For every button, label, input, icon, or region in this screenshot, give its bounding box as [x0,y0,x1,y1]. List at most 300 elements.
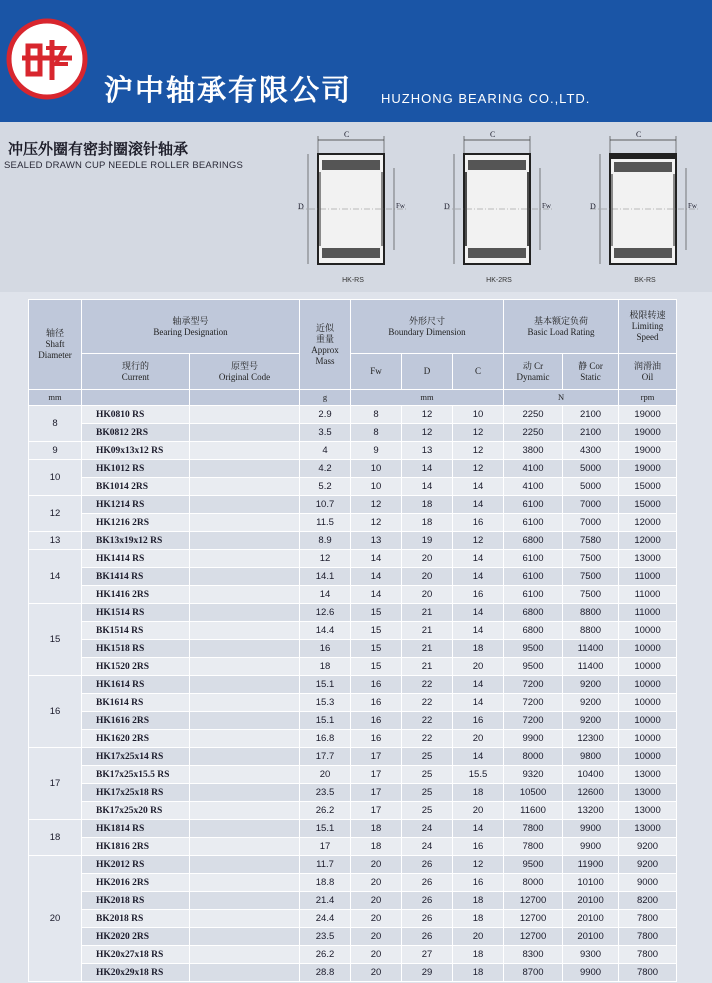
table-row [29,838,677,856]
mass-cell: 3.5 [300,424,351,442]
original-code-cell [190,946,300,964]
speed-cell: 10000 [619,694,677,712]
table-row [29,604,677,622]
d-cell: 12 [402,424,453,442]
c-cell: 15.5 [453,766,504,784]
fw-cell: 10 [351,478,402,496]
original-code-cell [190,442,300,460]
static-load-cell: 9900 [563,964,619,982]
d-cell: 21 [402,640,453,658]
dynamic-load-cell: 7800 [504,838,563,856]
original-code-cell [190,424,300,442]
original-code-cell [190,676,300,694]
diagram-bk-rs [590,132,700,284]
speed-cell: 13000 [619,550,677,568]
unit-dimension-mm: mm [351,390,504,406]
mass-cell: 28.8 [300,964,351,982]
static-load-cell: 10400 [563,766,619,784]
fw-cell: 15 [351,658,402,676]
table-row [29,406,677,424]
original-code-cell [190,568,300,586]
speed-cell: 9200 [619,856,677,874]
current-designation-cell: HK1814 RS [82,820,190,838]
dynamic-load-cell: 9320 [504,766,563,784]
mass-cell: 17 [300,838,351,856]
fw-cell: 15 [351,622,402,640]
dynamic-load-cell: 10500 [504,784,563,802]
fw-cell: 16 [351,730,402,748]
diagram-d-label: D [590,202,596,211]
table-row [29,730,677,748]
table-row [29,874,677,892]
fw-cell: 9 [351,442,402,460]
fw-cell: 15 [351,640,402,658]
c-cell: 18 [453,964,504,982]
speed-cell: 13000 [619,766,677,784]
fw-cell: 12 [351,514,402,532]
bearing-table [28,299,676,982]
dynamic-load-cell: 6100 [504,514,563,532]
current-designation-cell: HK17x25x14 RS [82,748,190,766]
speed-cell: 10000 [619,712,677,730]
diagram-hk-rs [298,132,408,284]
mass-cell: 2.9 [300,406,351,424]
speed-cell: 13000 [619,820,677,838]
mass-cell: 16.8 [300,730,351,748]
static-load-cell: 9300 [563,946,619,964]
shaft-diameter-cell: 12 [29,496,82,532]
mass-cell: 12 [300,550,351,568]
original-code-cell [190,820,300,838]
dynamic-load-cell: 8700 [504,964,563,982]
static-load-cell: 7000 [563,514,619,532]
header-boundary-dimension: 外形尺寸 Boundary Dimension [351,300,504,354]
fw-cell: 20 [351,928,402,946]
dynamic-load-cell: 12700 [504,910,563,928]
diagram-label: HK-2RS [486,277,512,284]
original-code-cell [190,658,300,676]
d-cell: 26 [402,856,453,874]
current-designation-cell: BK1414 RS [82,568,190,586]
table-row [29,568,677,586]
d-cell: 25 [402,766,453,784]
original-code-cell [190,766,300,784]
speed-cell: 7800 [619,946,677,964]
title-area [0,122,712,292]
table-body [29,406,677,982]
static-load-cell: 9800 [563,748,619,766]
original-code-cell [190,640,300,658]
current-designation-cell: HK2016 2RS [82,874,190,892]
table-row [29,946,677,964]
fw-cell: 20 [351,892,402,910]
original-code-cell [190,730,300,748]
static-load-cell: 13200 [563,802,619,820]
static-load-cell: 4300 [563,442,619,460]
dynamic-load-cell: 9500 [504,856,563,874]
dynamic-load-cell: 8000 [504,874,563,892]
static-load-cell: 7500 [563,550,619,568]
dynamic-load-cell: 6800 [504,622,563,640]
speed-cell: 12000 [619,532,677,550]
table-row [29,460,677,478]
diagram-d-label: D [444,202,450,211]
header-d: D [402,354,453,390]
mass-cell: 11.5 [300,514,351,532]
fw-cell: 20 [351,856,402,874]
table-row [29,856,677,874]
static-load-cell: 9200 [563,694,619,712]
mass-cell: 21.4 [300,892,351,910]
mass-cell: 10.7 [300,496,351,514]
current-designation-cell: HK1520 2RS [82,658,190,676]
d-cell: 26 [402,928,453,946]
unit-n: N [504,390,619,406]
dynamic-load-cell: 11600 [504,802,563,820]
mass-cell: 23.5 [300,784,351,802]
c-cell: 14 [453,622,504,640]
dynamic-load-cell: 8000 [504,748,563,766]
c-cell: 14 [453,550,504,568]
table-row [29,640,677,658]
c-cell: 20 [453,928,504,946]
c-cell: 14 [453,676,504,694]
table-row [29,514,677,532]
static-load-cell: 9200 [563,712,619,730]
speed-cell: 7800 [619,928,677,946]
fw-cell: 13 [351,532,402,550]
unit-mm: mm [29,390,82,406]
dynamic-load-cell: 6100 [504,568,563,586]
original-code-cell [190,712,300,730]
mass-cell: 4.2 [300,460,351,478]
current-designation-cell: BK1614 RS [82,694,190,712]
static-load-cell: 7500 [563,568,619,586]
d-cell: 14 [402,460,453,478]
fw-cell: 17 [351,766,402,784]
static-load-cell: 11400 [563,658,619,676]
original-code-cell [190,406,300,424]
header-limiting-speed: 极限转速 Limiting Speed [619,300,677,354]
current-designation-cell: HK1614 RS [82,676,190,694]
shaft-diameter-cell: 15 [29,604,82,676]
mass-cell: 12.6 [300,604,351,622]
table-row [29,658,677,676]
mass-cell: 15.1 [300,712,351,730]
table-row [29,496,677,514]
shaft-diameter-cell: 20 [29,856,82,982]
d-cell: 21 [402,622,453,640]
original-code-cell [190,748,300,766]
d-cell: 27 [402,946,453,964]
fw-cell: 14 [351,568,402,586]
mass-cell: 18.8 [300,874,351,892]
table-row [29,550,677,568]
static-load-cell: 8800 [563,622,619,640]
original-code-cell [190,514,300,532]
header-dynamic: 动 Cr Dynamic [504,354,563,390]
dynamic-load-cell: 7200 [504,694,563,712]
c-cell: 14 [453,496,504,514]
current-designation-cell: BK13x19x12 RS [82,532,190,550]
static-load-cell: 10100 [563,874,619,892]
d-cell: 12 [402,406,453,424]
current-designation-cell: BK17x25x20 RS [82,802,190,820]
original-code-cell [190,694,300,712]
c-cell: 12 [453,442,504,460]
shaft-diameter-cell: 8 [29,406,82,442]
mass-cell: 23.5 [300,928,351,946]
speed-cell: 11000 [619,568,677,586]
original-code-cell [190,892,300,910]
static-load-cell: 7500 [563,586,619,604]
current-designation-cell: HK1514 RS [82,604,190,622]
d-cell: 25 [402,802,453,820]
d-cell: 19 [402,532,453,550]
page-title-en: SEALED DRAWN CUP NEEDLE ROLLER BEARINGS [4,160,244,171]
shaft-diameter-cell: 16 [29,676,82,748]
speed-cell: 19000 [619,424,677,442]
fw-cell: 10 [351,460,402,478]
c-cell: 16 [453,874,504,892]
unit-g: g [300,390,351,406]
original-code-cell [190,964,300,982]
current-designation-cell: BK0812 2RS [82,424,190,442]
c-cell: 12 [453,424,504,442]
original-code-cell [190,838,300,856]
mass-cell: 18 [300,658,351,676]
c-cell: 14 [453,820,504,838]
c-cell: 16 [453,514,504,532]
original-code-cell [190,622,300,640]
speed-cell: 10000 [619,676,677,694]
dynamic-load-cell: 9900 [504,730,563,748]
dynamic-load-cell: 2250 [504,424,563,442]
diagram-hk-2rs [444,132,554,284]
fw-cell: 14 [351,586,402,604]
current-designation-cell: HK1012 RS [82,460,190,478]
speed-cell: 7800 [619,910,677,928]
table-row [29,586,677,604]
d-cell: 29 [402,964,453,982]
c-cell: 16 [453,586,504,604]
shaft-diameter-cell: 9 [29,442,82,460]
mass-cell: 24.4 [300,910,351,928]
dynamic-load-cell: 2250 [504,406,563,424]
c-cell: 18 [453,640,504,658]
header-basic-load-rating: 基本额定负荷 Basic Load Rating [504,300,619,354]
speed-cell: 15000 [619,496,677,514]
speed-cell: 10000 [619,622,677,640]
static-load-cell: 20100 [563,910,619,928]
d-cell: 21 [402,658,453,676]
table-row [29,802,677,820]
original-code-cell [190,928,300,946]
speed-cell: 10000 [619,748,677,766]
diagram-label: BK-RS [634,277,656,284]
fw-cell: 15 [351,604,402,622]
d-cell: 22 [402,730,453,748]
speed-cell: 13000 [619,802,677,820]
c-cell: 16 [453,712,504,730]
original-code-cell [190,550,300,568]
current-designation-cell: HK2018 RS [82,892,190,910]
table-row [29,532,677,550]
original-code-cell [190,460,300,478]
static-load-cell: 9900 [563,838,619,856]
table-row [29,928,677,946]
dynamic-load-cell: 9500 [504,658,563,676]
header-fw: Fw [351,354,402,390]
c-cell: 20 [453,802,504,820]
d-cell: 13 [402,442,453,460]
current-designation-cell: BK1014 2RS [82,478,190,496]
current-designation-cell: HK1414 RS [82,550,190,568]
fw-cell: 20 [351,910,402,928]
speed-cell: 10000 [619,658,677,676]
d-cell: 25 [402,784,453,802]
mass-cell: 14.4 [300,622,351,640]
table-row [29,964,677,982]
fw-cell: 20 [351,874,402,892]
dynamic-load-cell: 6100 [504,550,563,568]
fw-cell: 8 [351,406,402,424]
static-load-cell: 8800 [563,604,619,622]
table-row [29,676,677,694]
current-designation-cell: HK20x27x18 RS [82,946,190,964]
c-cell: 18 [453,892,504,910]
diagram-fw-label: Fw [688,202,697,210]
static-load-cell: 11400 [563,640,619,658]
original-code-cell [190,856,300,874]
shaft-diameter-cell: 13 [29,532,82,550]
shaft-diameter-cell: 17 [29,748,82,820]
static-load-cell: 9200 [563,676,619,694]
mass-cell: 17.7 [300,748,351,766]
header-band [0,0,712,122]
mass-cell: 5.2 [300,478,351,496]
header-static: 静 Cor Static [563,354,619,390]
table-row [29,424,677,442]
current-designation-cell: HK2012 RS [82,856,190,874]
table-row [29,748,677,766]
speed-cell: 19000 [619,406,677,424]
unit-blank [190,390,300,406]
dynamic-load-cell: 3800 [504,442,563,460]
static-load-cell: 12300 [563,730,619,748]
mass-cell: 15.1 [300,820,351,838]
company-name-cn: 沪中轴承有限公司 [104,73,353,107]
original-code-cell [190,532,300,550]
dynamic-load-cell: 4100 [504,460,563,478]
fw-cell: 8 [351,424,402,442]
dynamic-load-cell: 6100 [504,586,563,604]
speed-cell: 7800 [619,964,677,982]
table-row [29,712,677,730]
diagram-fw-label: Fw [396,202,405,210]
current-designation-cell: HK2020 2RS [82,928,190,946]
d-cell: 22 [402,712,453,730]
header-c: C [453,354,504,390]
current-designation-cell: HK1620 2RS [82,730,190,748]
static-load-cell: 20100 [563,928,619,946]
fw-cell: 12 [351,496,402,514]
static-load-cell: 12600 [563,784,619,802]
d-cell: 22 [402,676,453,694]
diagram-fw-label: Fw [542,202,551,210]
fw-cell: 17 [351,784,402,802]
current-designation-cell: HK20x29x18 RS [82,964,190,982]
mass-cell: 14 [300,586,351,604]
c-cell: 12 [453,532,504,550]
c-cell: 16 [453,838,504,856]
d-cell: 20 [402,568,453,586]
d-cell: 25 [402,748,453,766]
static-load-cell: 7580 [563,532,619,550]
mass-cell: 14.1 [300,568,351,586]
current-designation-cell: BK1514 RS [82,622,190,640]
speed-cell: 13000 [619,784,677,802]
current-designation-cell: HK1214 RS [82,496,190,514]
header-approx-mass: 近似 重量 Approx Mass [300,300,351,390]
dynamic-load-cell: 6100 [504,496,563,514]
table-row [29,622,677,640]
current-designation-cell: HK1616 2RS [82,712,190,730]
diagram-c-label: C [344,130,350,139]
dynamic-load-cell: 12700 [504,928,563,946]
diagram-c-label: C [490,130,496,139]
table-row [29,784,677,802]
c-cell: 12 [453,460,504,478]
current-designation-cell: HK1518 RS [82,640,190,658]
current-designation-cell: HK17x25x18 RS [82,784,190,802]
mass-cell: 11.7 [300,856,351,874]
c-cell: 12 [453,856,504,874]
c-cell: 14 [453,748,504,766]
table-row [29,478,677,496]
c-cell: 18 [453,784,504,802]
fw-cell: 16 [351,676,402,694]
static-load-cell: 5000 [563,460,619,478]
unit-rpm: rpm [619,390,677,406]
diagram-d-label: D [298,202,304,211]
header-bearing-designation: 轴承型号 Bearing Designation [82,300,300,354]
dynamic-load-cell: 7200 [504,712,563,730]
original-code-cell [190,874,300,892]
page-title-cn: 冲压外圈有密封圈滚针轴承 [8,140,189,158]
fw-cell: 18 [351,820,402,838]
d-cell: 18 [402,496,453,514]
fw-cell: 14 [351,550,402,568]
table-row [29,442,677,460]
shaft-diameter-cell: 14 [29,550,82,604]
speed-cell: 11000 [619,586,677,604]
diagram-label: HK-RS [342,277,364,284]
company-name-en: HUZHONG BEARING CO.,LTD. [381,91,591,106]
table-row [29,910,677,928]
speed-cell: 8200 [619,892,677,910]
d-cell: 20 [402,586,453,604]
static-load-cell: 2100 [563,406,619,424]
current-designation-cell: HK09x13x12 RS [82,442,190,460]
table-row [29,892,677,910]
d-cell: 24 [402,820,453,838]
diagram-c-label: C [636,130,642,139]
dynamic-load-cell: 6800 [504,532,563,550]
static-load-cell: 20100 [563,892,619,910]
original-code-cell [190,802,300,820]
mass-cell: 20 [300,766,351,784]
